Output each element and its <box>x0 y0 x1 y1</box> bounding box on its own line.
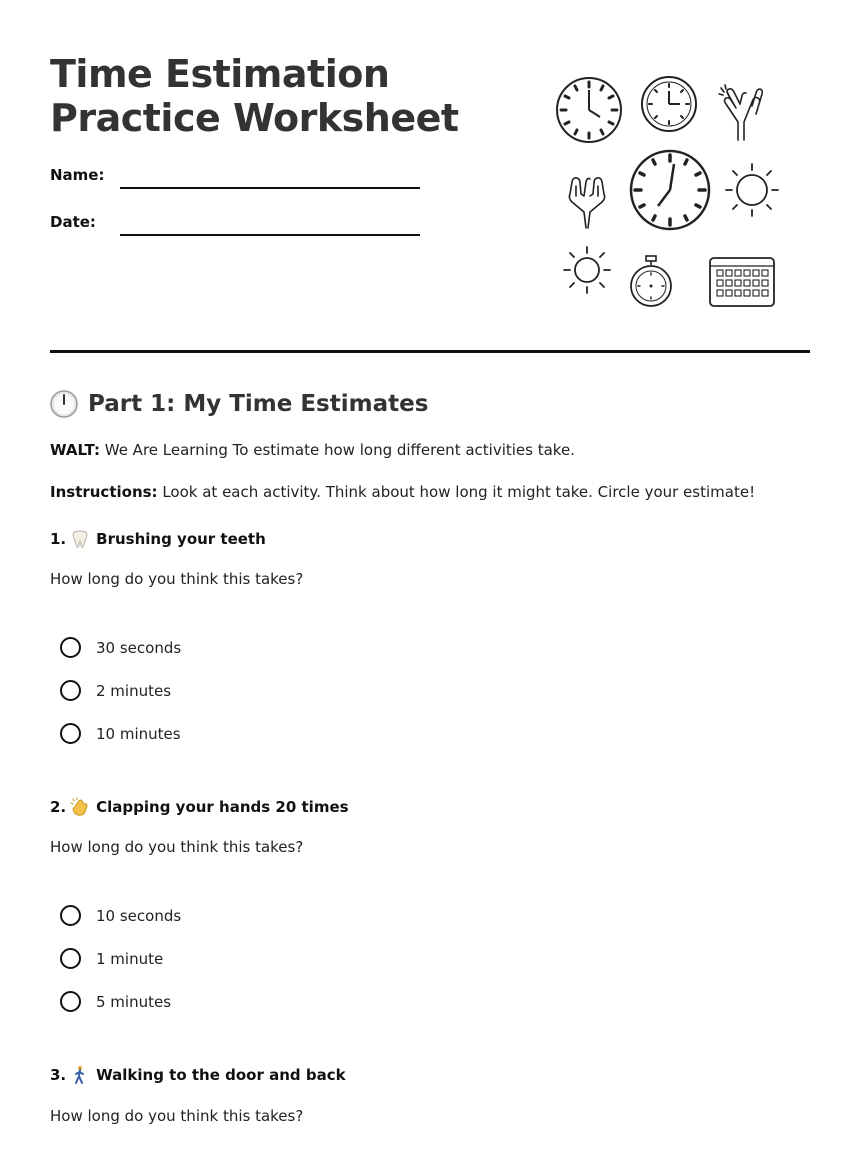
radio-circle[interactable] <box>60 991 81 1012</box>
question-2-prompt: How long do you think this takes? <box>50 838 304 856</box>
question-2-option-3[interactable] <box>60 991 171 1012</box>
instructions-label: Instructions: <box>50 483 158 501</box>
option-label: 2 minutes <box>96 681 172 700</box>
radio-circle[interactable] <box>60 680 81 701</box>
clapping-hands-icon <box>70 797 90 817</box>
question-1-option-3[interactable] <box>60 723 181 744</box>
walt-body: We Are Learning To estimate how long different activities take. <box>99 441 575 459</box>
clock-icon <box>50 390 78 418</box>
question-3-label: Walking to the door and back <box>96 1066 346 1084</box>
question-2-title <box>50 797 349 817</box>
clock-icon <box>554 75 624 145</box>
question-1-title <box>50 529 266 549</box>
name-line[interactable] <box>120 187 420 189</box>
option-label: 10 minutes <box>96 724 181 743</box>
question-1-option-1[interactable] <box>60 637 181 658</box>
header-divider <box>50 350 810 353</box>
walt-text <box>50 441 575 459</box>
name-label: Name: <box>50 166 105 184</box>
question-1-label: Brushing your teeth <box>96 530 266 548</box>
instructions-body: Look at each activity. Think about how long it might take. Circle your estimate! <box>157 483 756 501</box>
walking-person-icon <box>70 1065 90 1085</box>
title-line-2: Practice Worksheet <box>50 96 459 140</box>
calendar-icon <box>708 256 776 308</box>
stopwatch-icon <box>628 254 674 308</box>
option-label: 5 minutes <box>96 992 172 1011</box>
date-line[interactable] <box>120 234 420 236</box>
instructions-text <box>50 483 755 501</box>
option-label: 1 minute <box>96 949 164 968</box>
walt-label: WALT: <box>50 441 100 459</box>
radio-circle[interactable] <box>60 637 81 658</box>
part-1-title <box>50 388 428 420</box>
question-2-number: 2. <box>50 798 67 816</box>
radio-circle[interactable] <box>60 905 81 926</box>
question-2-option-2[interactable] <box>60 948 163 969</box>
radio-circle[interactable] <box>60 948 81 969</box>
question-1-prompt: How long do you think this takes? <box>50 570 304 588</box>
radio-circle[interactable] <box>60 723 81 744</box>
question-2-label: Clapping your hands 20 times <box>96 798 349 816</box>
tooth-icon <box>70 529 90 549</box>
question-3-prompt: How long do you think this takes? <box>50 1107 304 1125</box>
title-line-1: Time Estimation <box>50 52 390 96</box>
date-label: Date: <box>50 213 96 231</box>
sun-icon <box>724 162 780 218</box>
question-2-option-1[interactable] <box>60 905 181 926</box>
option-label: 10 seconds <box>96 906 182 925</box>
clock-icon <box>628 148 712 232</box>
decorative-icon-grid <box>548 70 788 320</box>
question-3-title <box>50 1065 346 1085</box>
clapping-hands-icon <box>716 82 766 142</box>
option-label: 30 seconds <box>96 638 182 657</box>
question-1-number: 1. <box>50 530 67 548</box>
part-1-title-text: Part 1: My Time Estimates <box>88 391 429 417</box>
clock-icon <box>640 75 698 133</box>
praying-hands-icon <box>564 174 610 230</box>
question-1-option-2[interactable] <box>60 680 171 701</box>
question-3-number: 3. <box>50 1066 67 1084</box>
sun-icon <box>562 244 612 296</box>
worksheet-title <box>50 52 459 140</box>
